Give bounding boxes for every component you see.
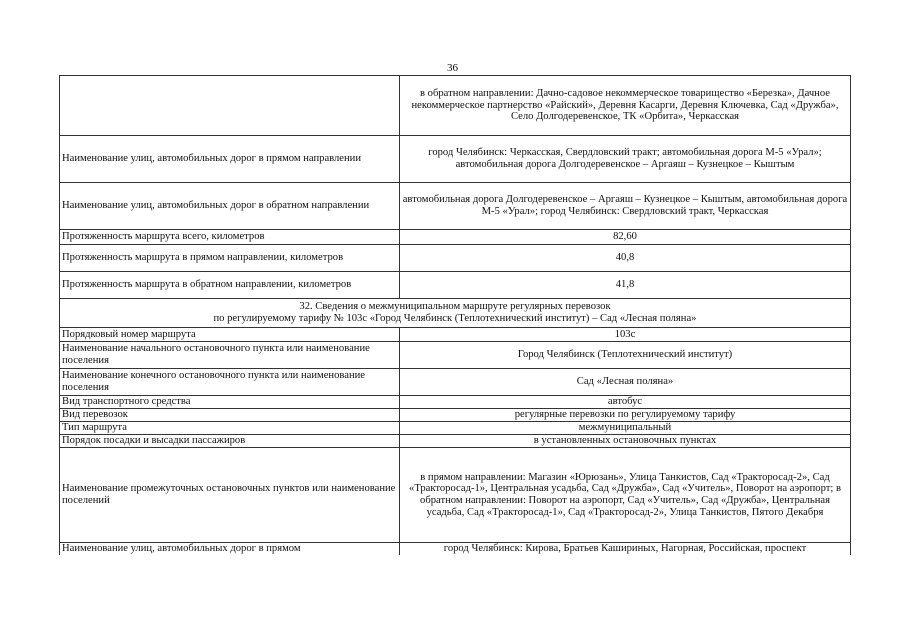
row-value: межмуниципальный bbox=[400, 422, 851, 435]
row-label: Вид перевозок bbox=[60, 409, 400, 422]
section-heading-line2: по регулируемому тарифу № 103с «Город Челябинск (Теплотехнический институт) – Сад «Лесная поляна» bbox=[213, 313, 697, 324]
table-row bbox=[60, 448, 851, 543]
row-value: регулярные перевозки по регулируемому тарифу bbox=[400, 409, 851, 422]
row-label: Наименование промежуточных остановочных пунктов или наименование поселений bbox=[60, 448, 400, 543]
row-label: Тип маршрута bbox=[60, 422, 400, 435]
row-label: Наименование начального остановочного пункта или наименование поселения bbox=[60, 342, 400, 369]
row-label bbox=[60, 76, 400, 136]
table-row bbox=[60, 328, 851, 342]
table-row bbox=[60, 245, 851, 272]
table-row bbox=[60, 396, 851, 409]
row-value: в обратном направлении: Дачно-садовое некоммерческое товарищество «Березка», Дачное некоммерческое партнерство «Райский», Деревня Касарги, Деревня Ключевка, Сад «Дружба», Село Долгодеревенское, ТК «Орбита», Черкасская bbox=[400, 76, 851, 136]
table-row bbox=[60, 422, 851, 435]
section-heading bbox=[60, 299, 851, 328]
table-row bbox=[60, 409, 851, 422]
section-heading-row bbox=[60, 299, 851, 328]
section-heading-line1: 32. Сведения о межмуниципальном маршруте регулярных перевозок bbox=[299, 301, 611, 313]
row-label: Порядковый номер маршрута bbox=[60, 328, 400, 342]
row-value: город Челябинск: Кирова, Братьев Кашириных, Нагорная, Российская, проспект bbox=[400, 543, 851, 555]
row-value: Сад «Лесная поляна» bbox=[400, 369, 851, 396]
row-value: город Челябинск: Черкасская, Свердловский тракт; автомобильная дорога М-5 «Урал»; автомобильная дорога Долгодеревенское – Аргаяш – Кузнецкое – Кыштым bbox=[400, 136, 851, 183]
row-label: Протяженность маршрута всего, километров bbox=[60, 230, 400, 245]
row-value: автобус bbox=[400, 396, 851, 409]
table-row bbox=[60, 76, 851, 136]
row-label: Наименование улиц, автомобильных дорог в прямом направлении bbox=[60, 136, 400, 183]
row-value: в установленных остановочных пунктах bbox=[400, 435, 851, 448]
row-label: Порядок посадки и высадки пассажиров bbox=[60, 435, 400, 448]
row-label: Наименование конечного остановочного пункта или наименование поселения bbox=[60, 369, 400, 396]
row-label: Вид транспортного средства bbox=[60, 396, 400, 409]
route-info-table bbox=[59, 75, 851, 555]
row-value: Город Челябинск (Теплотехнический институт) bbox=[400, 342, 851, 369]
row-label: Наименование улиц, автомобильных дорог в обратном направлении bbox=[60, 183, 400, 230]
table-row bbox=[60, 342, 851, 369]
row-value: автомобильная дорога Долгодеревенское – Аргаяш – Кузнецкое – Кыштым, автомобильная дорога М-5 «Урал»; город Челябинск: Свердловский тракт, Черкасская bbox=[400, 183, 851, 230]
row-label: Наименование улиц, автомобильных дорог в прямом bbox=[60, 543, 400, 555]
table-row bbox=[60, 183, 851, 230]
table-row bbox=[60, 369, 851, 396]
table-row bbox=[60, 230, 851, 245]
row-value: 82,60 bbox=[400, 230, 851, 245]
row-value: 103с bbox=[400, 328, 851, 342]
table-row bbox=[60, 272, 851, 299]
row-label: Протяженность маршрута в обратном направлении, километров bbox=[60, 272, 400, 299]
row-value: 40,8 bbox=[400, 245, 851, 272]
table-row bbox=[60, 136, 851, 183]
row-value: в прямом направлении: Магазин «Юрюзань», Улица Танкистов, Сад «Тракторосад-2», Сад «Тракторосад-1», Центральная усадьба, Сад «Дружба», Сад «Учитель», Поворот на аэропорт; в обратном направлении: Поворот на аэропорт, Сад «Учитель», Сад «Дружба», Центральная усадьба, Сад «Тракторосад-1», Сад «Тракторосад-2», Улица Танкистов, Пятого Декабря bbox=[400, 448, 851, 543]
page-number: 36 bbox=[447, 62, 458, 74]
row-label: Протяженность маршрута в прямом направлении, километров bbox=[60, 245, 400, 272]
row-value: 41,8 bbox=[400, 272, 851, 299]
table-row bbox=[60, 435, 851, 448]
table-row bbox=[60, 543, 851, 555]
